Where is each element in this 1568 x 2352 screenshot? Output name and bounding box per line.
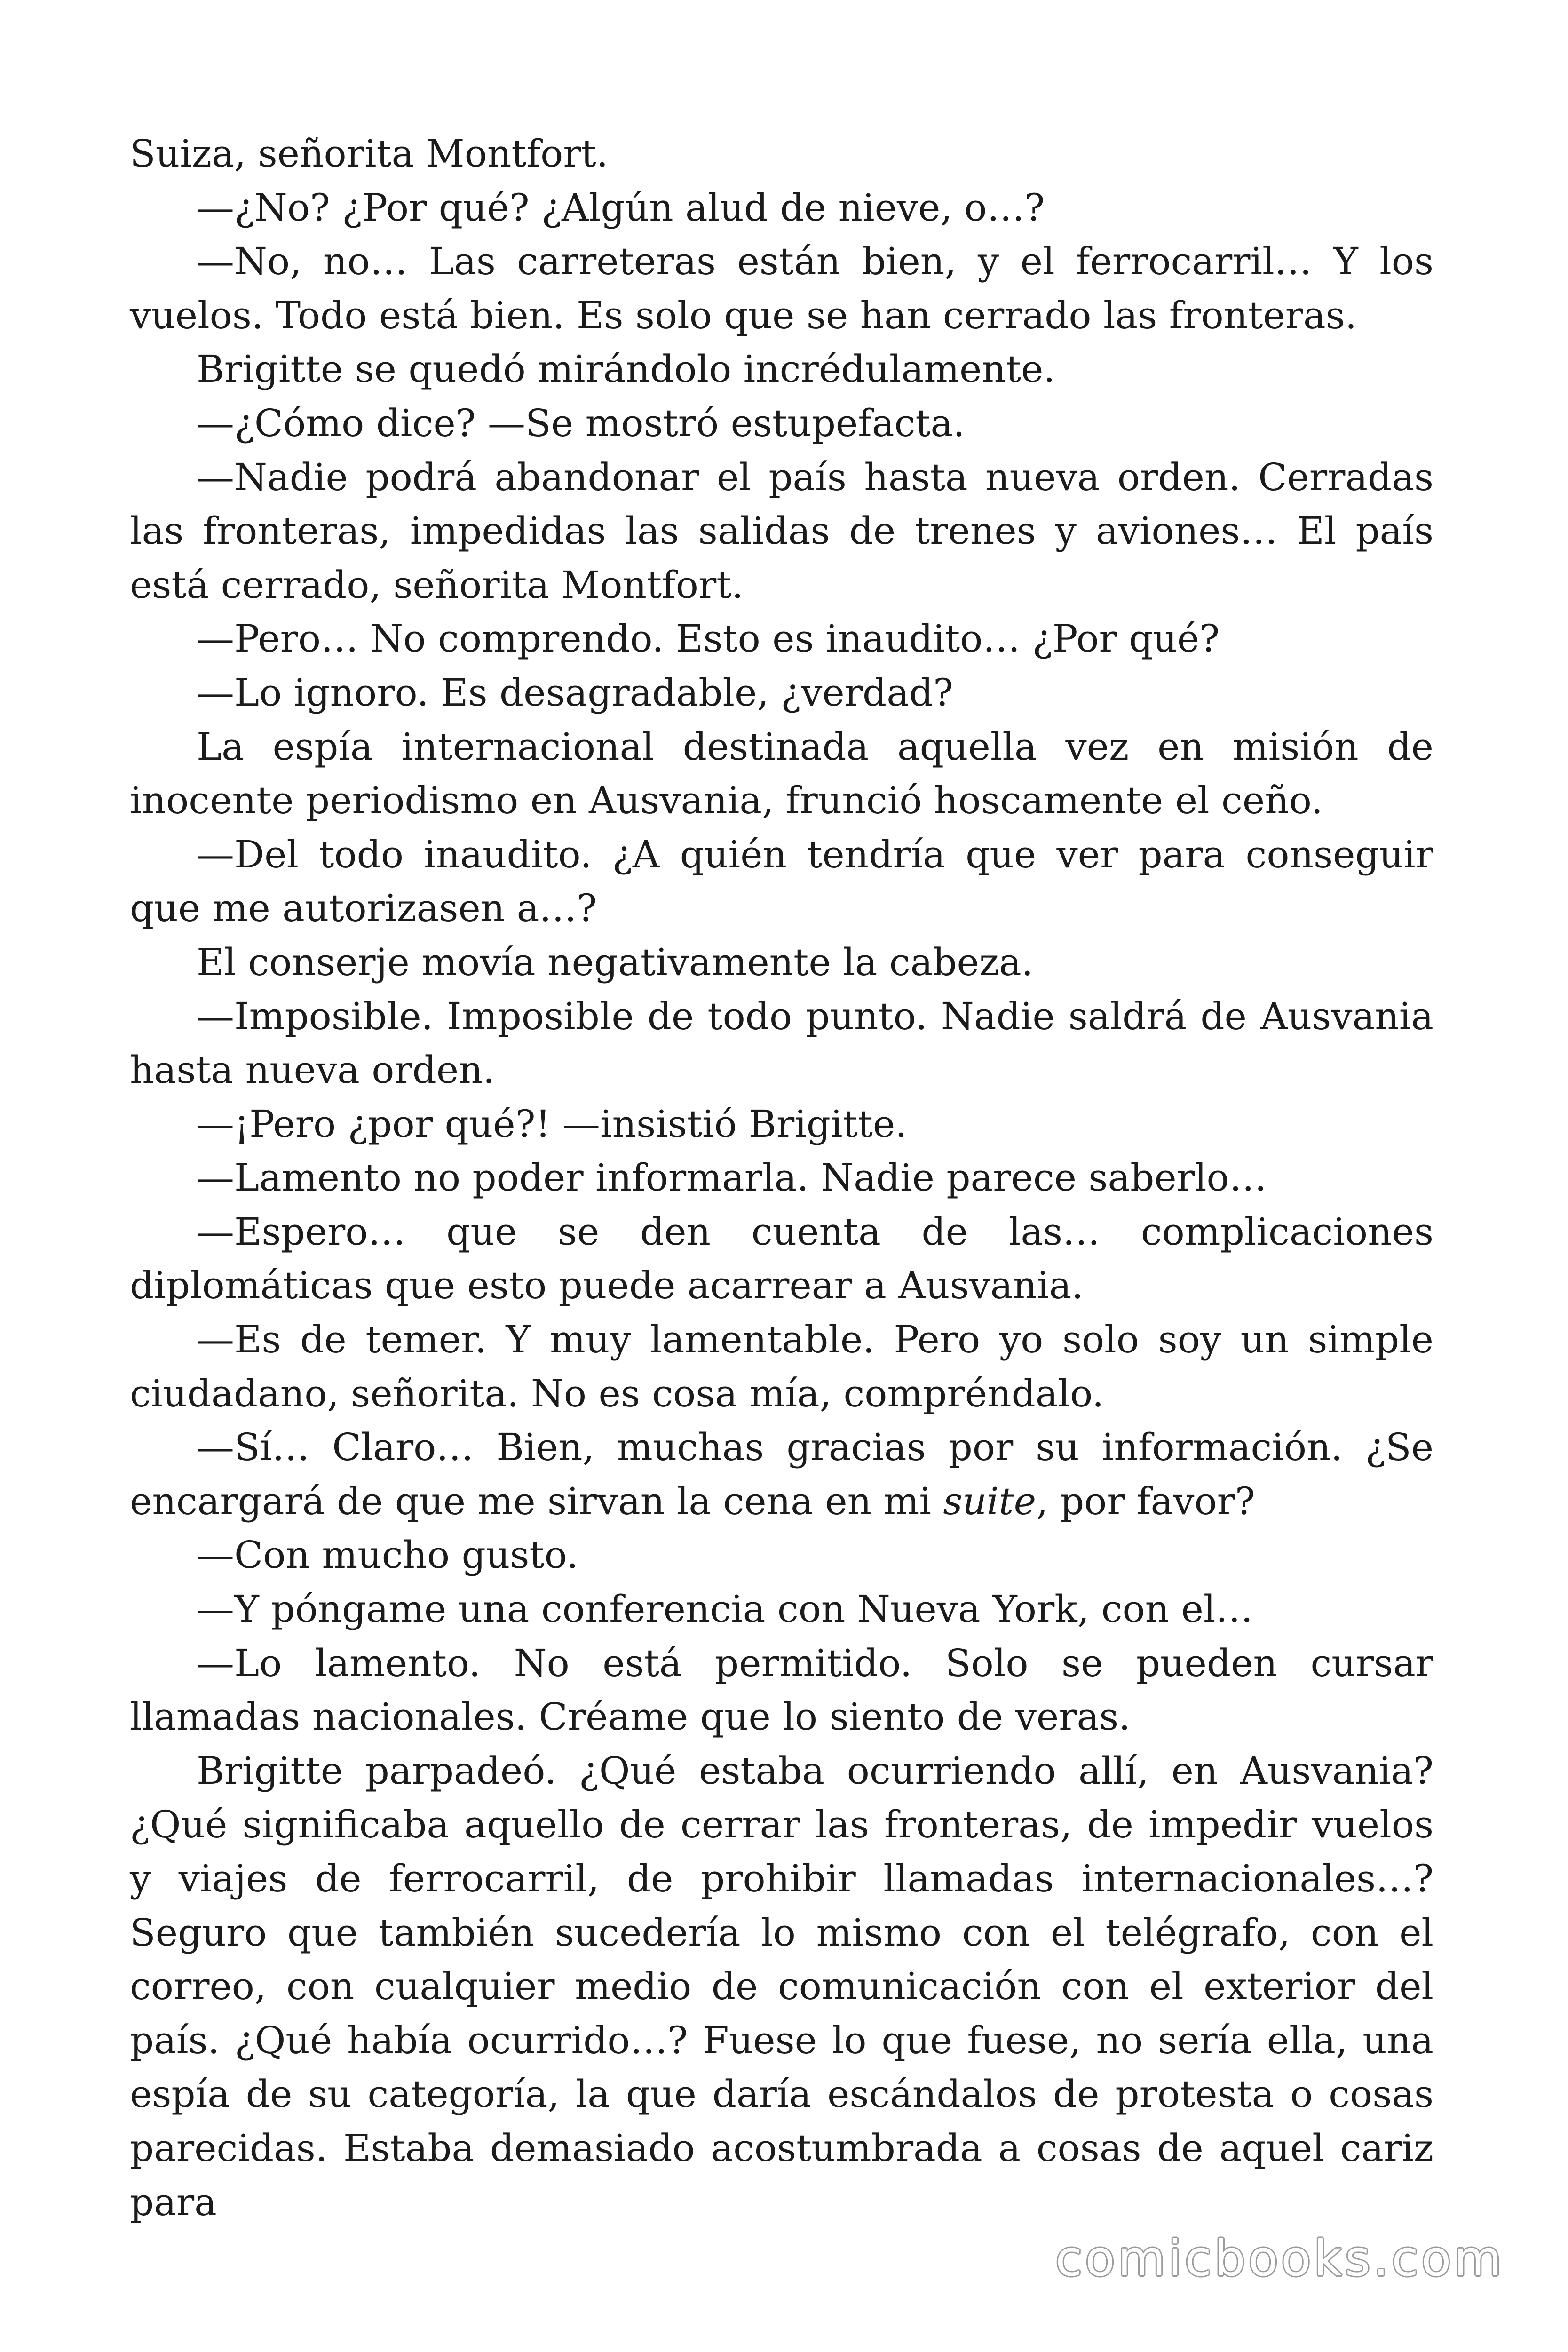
paragraph: —Pero… No comprendo. Esto es inaudito… ¿Por qué? [197, 617, 1220, 661]
paragraph: —Es de temer. Y muy lamentable. Pero yo solo soy un simple ciudadano, señorita. No es cosa mía, compréndalo. [130, 1318, 1433, 1415]
paragraph: —¡Pero ¿por qué?! —insistió Brigitte. [197, 1102, 907, 1146]
paragraph: Suiza, señorita Montfort. [130, 132, 609, 175]
paragraph: —Del todo inaudito. ¿A quién tendría que ver para conseguir que me autorizasen a…? [130, 832, 1433, 930]
paragraph: —Lamento no poder informarla. Nadie parece saberlo… [197, 1156, 1267, 1200]
paragraph: —Imposible. Imposible de todo punto. Nadie saldrá de Ausvania hasta nueva orden. [130, 994, 1433, 1092]
paragraph: —¿No? ¿Por qué? ¿Algún alud de nieve, o…? [197, 185, 1045, 230]
italic-term: suite [943, 1479, 1037, 1523]
paragraph: —Lo lamento. No está permitido. Solo se pueden cursar llamadas nacionales. Créame que lo siento de veras. [130, 1641, 1433, 1739]
paragraph: —Y póngame una conferencia con Nueva York, con el… [197, 1587, 1253, 1631]
paragraph: —Lo ignoro. Es desagradable, ¿verdad? [197, 670, 953, 715]
paragraph: Brigitte se quedó mirándolo incrédulamente. [197, 347, 1055, 391]
page-text [130, 127, 1433, 2229]
paragraph-text: , por favor? [1036, 1479, 1255, 1523]
watermark: comicbooks.com [1055, 2230, 1505, 2287]
paragraph [130, 1421, 1433, 1528]
paragraph: —No, no… Las carreteras están bien, y el ferrocarril… Y los vuelos. Todo está bien. Es solo que se han cerrado las fronteras. [130, 239, 1433, 337]
paragraph: Brigitte parpadeó. ¿Qué estaba ocurriendo allí, en Ausvania? ¿Qué significaba aquello de cerrar las fronteras, de impedir vuelos y viajes de ferrocarril, de prohibir llamadas internacionales…? Seguro que también sucedería lo mismo con el telégrafo, con el correo, con cualquier medio de comunicación con el exterior del país. ¿Qué había ocurrido…? Fuese lo que fuese, no sería ella, una espía de su categoría, la que daría escándalos de protesta o cosas parecidas. Estaba demasiado acostumbrada a cosas de aquel cariz para [130, 1748, 1433, 2224]
paragraph: —Con mucho gusto. [197, 1533, 578, 1577]
paragraph-text: —Sí… Claro… Bien, muchas gracias por su información. ¿Se encargará de que me sirvan la cena en mi [130, 1425, 1433, 1523]
paragraph: —¿Cómo dice? —Se mostró estupefacta. [197, 401, 965, 445]
paragraph: —Espero… que se den cuenta de las… complicaciones diplomáticas que esto puede acarrear a Ausvania. [130, 1209, 1433, 1308]
paragraph: —Nadie podrá abandonar el país hasta nueva orden. Cerradas las fronteras, impedidas las salidas de trenes y aviones… El país está cerrado, señorita Montfort. [130, 455, 1433, 607]
paragraph: La espía internacional destinada aquella vez en misión de inocente periodismo en Ausvania, frunció hoscamente el ceño. [130, 724, 1433, 823]
paragraph: El conserje movía negativamente la cabeza. [197, 940, 1034, 984]
